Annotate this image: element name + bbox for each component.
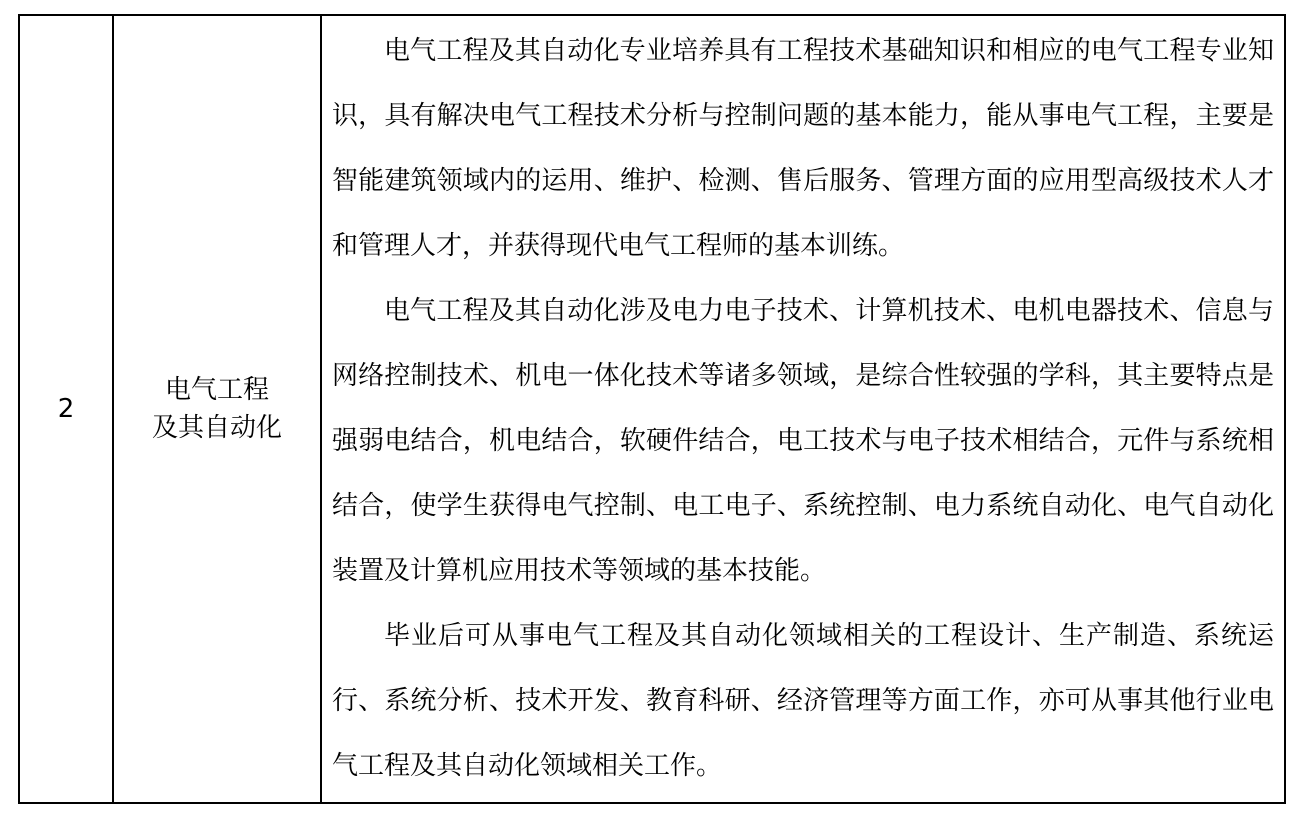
table-row: [19, 15, 1285, 803]
major-name-line-1: 电气工程: [164, 375, 269, 405]
major-name-cell: [113, 15, 321, 803]
major-description-cell: [321, 15, 1285, 803]
major-name-line-2: 及其自动化: [151, 413, 282, 443]
description-paragraph: 电气工程及其自动化涉及电力电子技术、计算机技术、电机电器技术、信息与网络控制技术、机电一体化技术等诸多领域，是综合性较强的学科，其主要特点是强弱电结合，机电结合，软硬件结合，电工技术与电子技术相结合，元件与系统相结合，使学生获得电气控制、电工电子、系统控制、电力系统自动化、电气自动化装置及计算机应用技术等领域的基本技能。: [332, 296, 1274, 586]
major-table: [18, 14, 1286, 804]
description-paragraph: 毕业后可从事电气工程及其自动化领域相关的工程设计、生产制造、系统运行、系统分析、技术开发、教育科研、经济管理等方面工作，亦可从事其他行业电气工程及其自动化领域相关工作。: [332, 621, 1274, 781]
row-number: 2: [19, 15, 113, 803]
description-paragraph: 电气工程及其自动化专业培养具有工程技术基础知识和相应的电气工程专业知识，具有解决电气工程技术分析与控制问题的基本能力，能从事电气工程，主要是智能建筑领域内的运用、维护、检测、售后服务、管理方面的应用型高级技术人才和管理人才，并获得现代电气工程师的基本训练。: [332, 36, 1274, 261]
